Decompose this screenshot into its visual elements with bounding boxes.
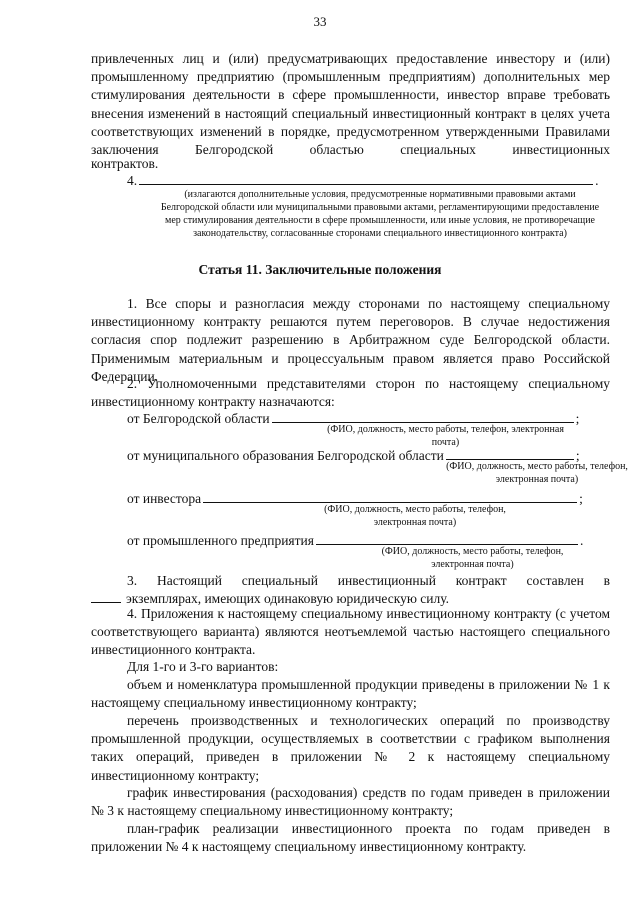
- rep-municipal-end: ;: [575, 448, 580, 463]
- variant-item-2: перечень производственных и технологических операций по производству промышленной продукции, осуществляемых в соответствии с графиком выполнения таких операций, приведен в приложении № 2 к настоящему специальному инвестиционному контракту;: [91, 713, 610, 783]
- rep-enterprise-blank: [316, 532, 578, 545]
- rep-region-note: (ФИО, должность, место работы, телефон, электронная почта): [327, 424, 564, 448]
- copies-count-blank: [91, 590, 121, 603]
- variant-item-4: план-график реализации инвестиционного проекта по годам приведен в приложении № 4 к настоящему специальному инвестиционному контракту.: [91, 821, 610, 855]
- variants-heading: Для 1-го и 3-го вариантов:: [127, 659, 279, 674]
- intro-paragraph-end: контрактов.: [91, 156, 159, 171]
- variant-item-1: объем и номенклатура промышленной продукции приведены в приложении № 1 к настоящему специальному инвестиционному контракту;: [91, 677, 610, 711]
- rep-municipal-note: (ФИО, должность, место работы, телефон, электронная почта): [446, 461, 628, 485]
- item-4-number: 4.: [127, 173, 138, 188]
- item-4-end: .: [595, 173, 599, 188]
- variant-item-3: график инвестирования (расходования) средств по годам приведен в приложении № 3 к настоящему специальному инвестиционному контракту;: [91, 785, 610, 819]
- rep-investor-end: ;: [579, 491, 583, 506]
- paragraph-4: 4. Приложения к настоящему специальному инвестиционному контракту (с учетом соответствующего варианта) являются неотъемлемой частью настоящего специального инвестиционного контракта.: [91, 606, 610, 658]
- paragraph-1: 1. Все споры и разногласия между сторонами по настоящему специальному инвестиционному контракту решаются путем переговоров. В случае недостижения согласия спор подлежит разрешению в Арбитражном суде Белгородской области. Применимым материальным и процессуальным правом является право Российской Федерации.: [91, 296, 610, 384]
- paragraph-2: 2. Уполномоченными представителями сторон по настоящему специальному инвестиционному контракту назначаются:: [91, 376, 610, 410]
- rep-enterprise-note: (ФИО, должность, место работы, телефон, электронная почта): [381, 546, 564, 570]
- rep-region-end: ;: [575, 411, 580, 426]
- rep-municipal-blank: [446, 447, 574, 460]
- paragraph-3: 3. Настоящий специальный инвестиционный контракт составлен в: [127, 573, 610, 588]
- article-title: Статья 11. Заключительные положения: [198, 262, 442, 277]
- item-4-blank: [139, 172, 593, 185]
- rep-investor-label: от инвестора: [127, 491, 202, 506]
- paragraph-3-end: экземплярах, имеющих одинаковую юридическую силу.: [126, 591, 450, 606]
- rep-enterprise-label: от промышленного предприятия: [127, 533, 314, 548]
- page-number: 33: [313, 14, 327, 29]
- intro-paragraph: привлеченных лиц и (или) предусматривающих предоставление инвестору и (или) промышленному предприятию (промышленным предприятиям) дополнительных мер стимулирования деятельности в сфере промышленности, инвестор вправе требовать внесения изменений в настоящий специальный инвестиционный контракт в целях учета соответствующих изменений в порядке, предусмотренном утвержденными Правилами заключения Белгородской областью специальных инвестиционных: [91, 51, 610, 158]
- rep-region-blank: [272, 410, 574, 423]
- rep-enterprise-end: .: [579, 533, 584, 548]
- rep-investor-note: (ФИО, должность, место работы, телефон, электронная почта): [324, 504, 506, 528]
- rep-municipal-label: от муниципального образования Белгородской области: [127, 448, 444, 463]
- rep-investor-blank: [203, 490, 577, 503]
- rep-region-label: от Белгородской области: [127, 411, 270, 426]
- item-4-note: (излагаются дополнительные условия, предусмотренные нормативными правовыми актами Белгородской области или муниципальными правовыми актами, регламентирующими предоставление мер стимулирования деятельности в сфере промышленности, или иные условия, не противоречащие законодательству, согласованные сторонами специального инвестиционного контракта): [160, 189, 600, 239]
